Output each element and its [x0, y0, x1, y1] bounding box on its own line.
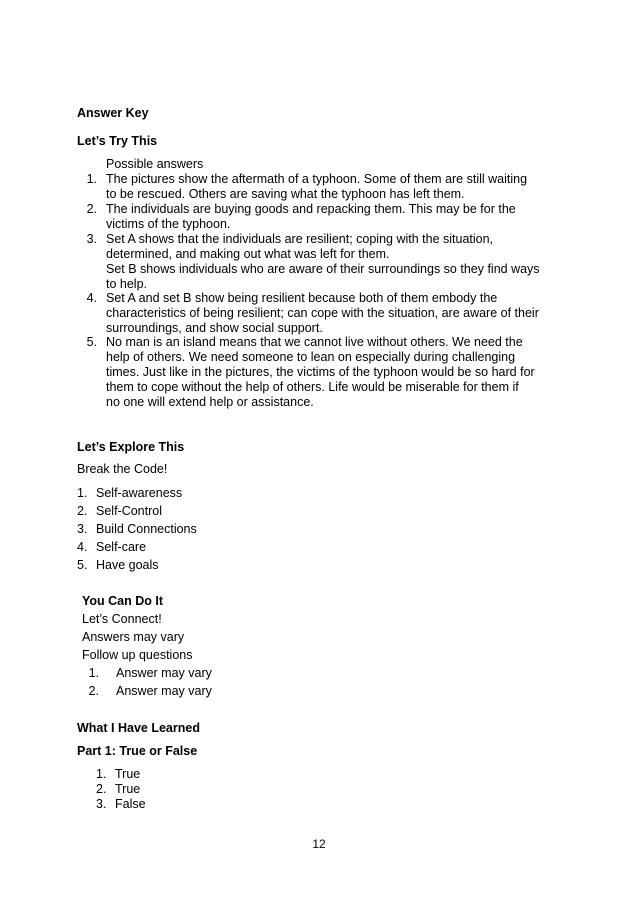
list-item-line: Set A shows that the individuals are resilient; coping with the situation,: [106, 232, 494, 246]
list-item-line: to be rescued. Others are saving what the typhoon has left them.: [106, 187, 465, 201]
answers-may-vary-label: Answers may vary: [82, 630, 185, 644]
list-item-line: Set B shows individuals who are aware of their surroundings so they find ways: [106, 262, 540, 276]
list-item-number: 1.: [86, 172, 97, 186]
list-item-line: them to cope without the help of others. Life would be miserable for them if: [106, 380, 519, 394]
you-can-do-it-heading: You Can Do It: [82, 594, 164, 608]
follow-up-questions-label: Follow up questions: [82, 648, 193, 662]
list-item-text: Build Connections: [96, 522, 197, 536]
page-number: 12: [312, 837, 326, 851]
list-item: [77, 540, 146, 555]
lets-connect-label: Let’s Connect!: [82, 612, 162, 626]
list-item-text: True: [115, 782, 141, 796]
list-item: [96, 767, 140, 782]
list-item-number: 2.: [86, 202, 97, 216]
list-item-line: surroundings, and show social support.: [106, 321, 323, 335]
list-item-text: Self-care: [96, 540, 147, 554]
list-item-line: victims of the typhoon.: [106, 217, 231, 231]
list-item: [77, 522, 197, 537]
list-item-line: The pictures show the aftermath of a typhoon. Some of them are still waiting: [106, 172, 528, 186]
list-item-line: characteristics of being resilient; can cope with the situation, are aware of their: [106, 306, 539, 320]
list-item-number: 1.: [77, 486, 88, 500]
list-item-text: Answer may vary: [116, 684, 212, 698]
list-item-line: The individuals are buying goods and repacking them. This may be for the: [106, 202, 516, 216]
list-item: [82, 684, 212, 699]
list-item-number: 2.: [96, 782, 107, 796]
list-item-number: 5.: [77, 558, 88, 572]
list-item-line: Set A and set B show being resilient because both of them embody the: [106, 291, 498, 305]
list-item-number: 2.: [88, 684, 99, 698]
list-item-number: 5.: [86, 335, 97, 349]
list-item: [96, 782, 140, 797]
list-item: [82, 666, 212, 681]
list-item-number: 2.: [77, 504, 88, 518]
list-item: [79, 232, 542, 292]
list-item-line: help of others. We need someone to lean on especially during challenging: [106, 350, 516, 364]
list-item-number: 4.: [86, 291, 97, 305]
list-item: [79, 172, 542, 202]
lets-try-this-heading: Let’s Try This: [77, 134, 158, 148]
list-item-text: Answer may vary: [116, 666, 212, 680]
list-item: [79, 335, 542, 410]
list-item-text: True: [115, 767, 141, 781]
list-item-number: 4.: [77, 540, 88, 554]
list-item-text: False: [115, 797, 146, 811]
list-item: [77, 504, 162, 519]
list-item-number: 1.: [88, 666, 99, 680]
list-item-line: No man is an island means that we cannot live without others. We need the: [106, 335, 523, 349]
list-item-line: determined, and making out what was left for them.: [106, 247, 390, 261]
possible-answers-label: Possible answers: [106, 157, 204, 171]
list-item-number: 3.: [96, 797, 107, 811]
list-item-line: to help.: [106, 277, 148, 291]
list-item: [79, 202, 542, 232]
part1-heading: Part 1: True or False: [77, 744, 198, 758]
list-item-text: Self-awareness: [96, 486, 183, 500]
list-item-text: Have goals: [96, 558, 159, 572]
list-item: [77, 486, 182, 501]
list-item-number: 3.: [86, 232, 97, 246]
list-item: [79, 291, 542, 336]
list-item-line: times. Just like in the pictures, the victims of the typhoon would be so hard for: [106, 365, 535, 379]
list-item: [77, 558, 159, 573]
list-item-number: 3.: [77, 522, 88, 536]
list-item: [96, 797, 146, 812]
list-item-text: Self-Control: [96, 504, 162, 518]
break-the-code-label: Break the Code!: [77, 462, 168, 476]
list-item-number: 1.: [96, 767, 107, 781]
lets-explore-this-heading: Let’s Explore This: [77, 440, 185, 454]
list-item-line: no one will extend help or assistance.: [106, 395, 314, 409]
what-i-have-learned-heading: What I Have Learned: [77, 721, 200, 735]
answer-key-heading: Answer Key: [77, 106, 149, 120]
